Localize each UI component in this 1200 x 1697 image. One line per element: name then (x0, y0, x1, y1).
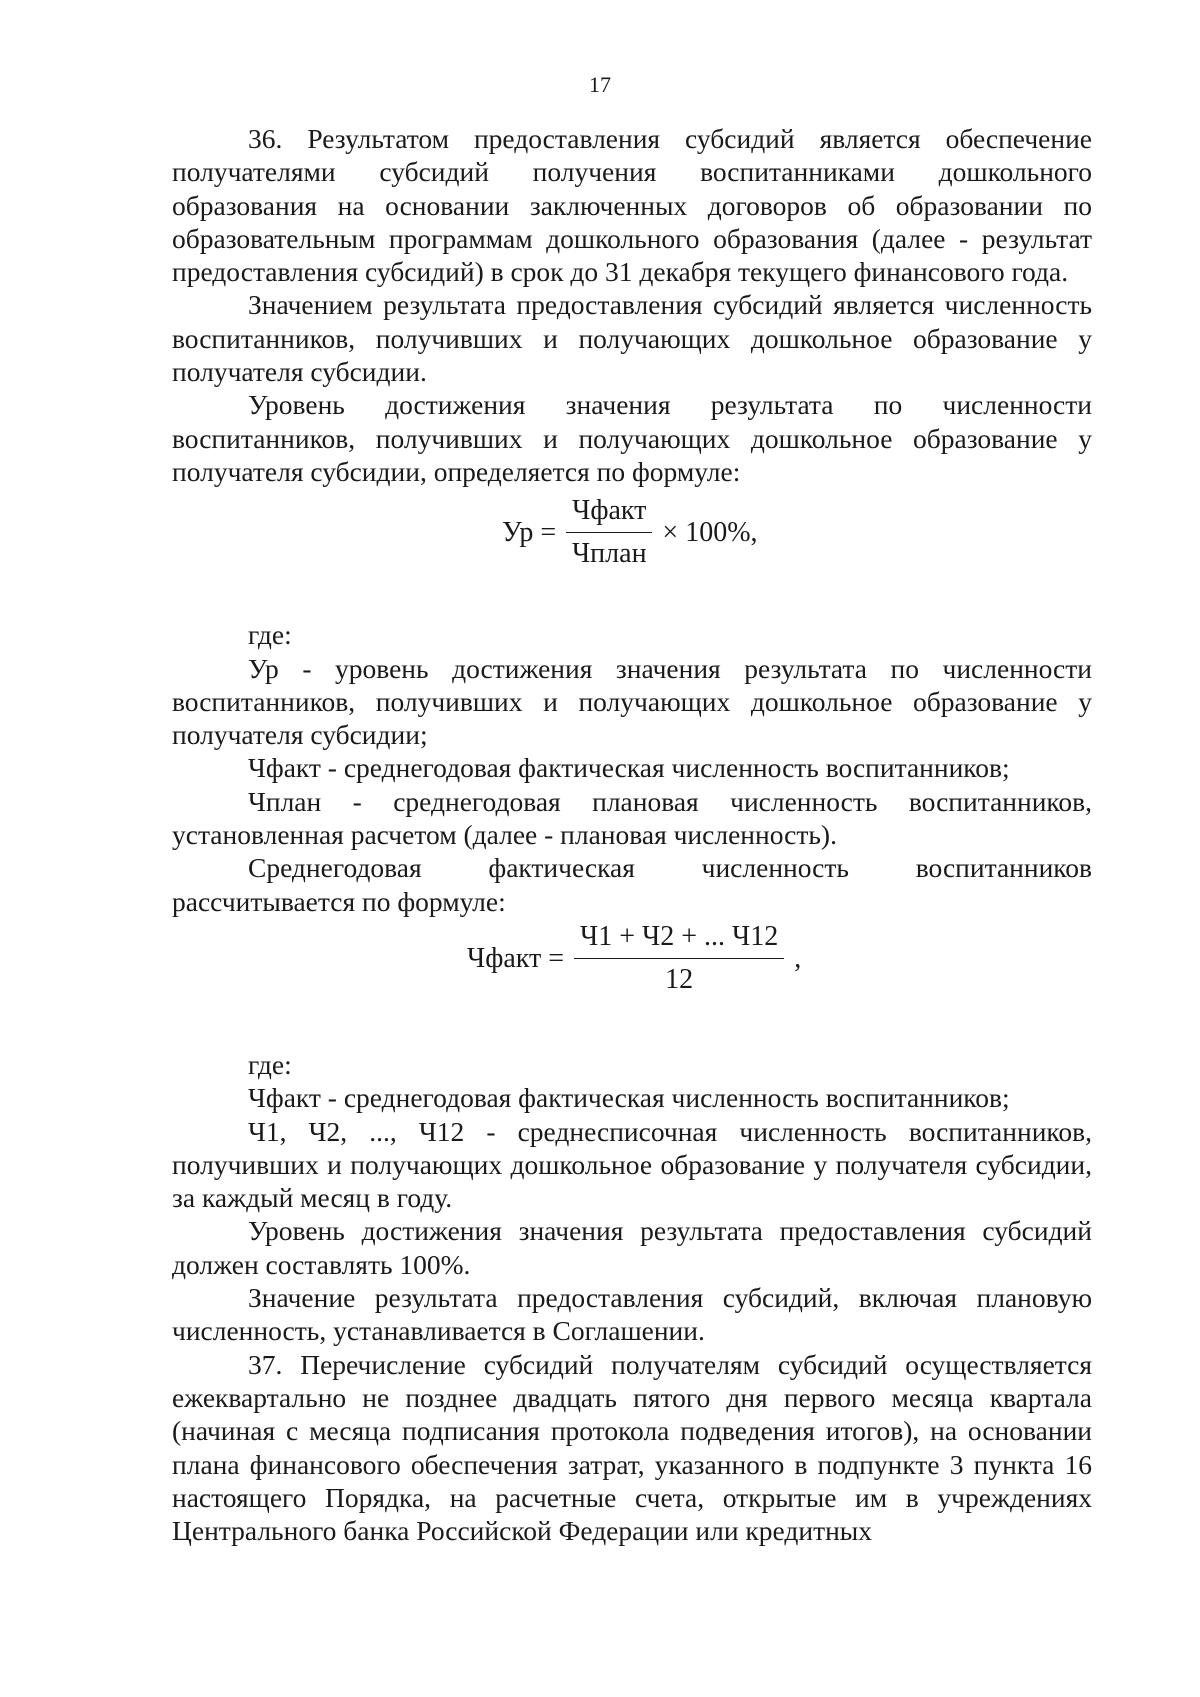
document-body (172, 122, 1092, 1547)
formula-average-denominator: 12 (665, 963, 694, 995)
formula-level (172, 488, 1092, 618)
formula-average-numerator: Ч1 + Ч2 + ... Ч12 (574, 920, 784, 959)
paragraph-def-ur: Ур - уровень достижения значения результата по численности воспитанников, получивших и получающих дошкольное образование у получателя субсидии; (172, 652, 1092, 751)
formula-level-numerator: Чфакт (566, 494, 652, 533)
formula-level-fraction (566, 494, 652, 571)
formula-level-tail: × 100%, (662, 517, 758, 549)
paragraph-def-chplan: Чплан - среднегодовая плановая численность воспитанников, установленная расчетом (далее - плановая численность). (172, 785, 1092, 851)
paragraph-level-intro: Уровень достижения значения результата по численности воспитанников, получивших и получающих дошкольное образование у получателя субсидии, определяется по формуле: (172, 389, 1092, 487)
formula-level-lhs: Ур = (502, 517, 557, 549)
formula-average (172, 918, 1092, 1048)
paragraph-value-result: Значением результата предоставления субсидий является численность воспитанников, получивших и получающих дошкольное образование у получателя субсидии. (172, 289, 1092, 388)
paragraph-def-chfakt-1: Чфакт - среднегодовая фактическая численность воспитанников; (248, 752, 1010, 784)
paragraph-value-agreement: Значение результата предоставления субсидий, включая плановую численность, устанавливается в Соглашении. (172, 1282, 1092, 1347)
formula-average-lhs: Чфакт = (467, 942, 565, 974)
formula-level-denominator: Чплан (571, 538, 647, 570)
formula-average-fraction (574, 920, 784, 997)
paragraph-36: 36. Результатом предоставления субсидий является обеспечение получателями субсидий получения воспитанниками дошкольного образования на основании заключенных договоров об образовании по образовательным программам дошкольного образования (далее - результат предоставления субсидий) в срок до 31 декабря текущего финансового года. (172, 123, 1092, 288)
paragraph-level-required: Уровень достижения значения результата предоставления субсидий должен составлять 100%. (172, 1215, 1092, 1280)
paragraph-where-2: где: (248, 1048, 292, 1080)
page-number: 17 (589, 72, 611, 97)
paragraph-avg-intro: Среднегодовая фактическая численность воспитанников рассчитывается по формуле: (172, 852, 1092, 917)
paragraph-37: 37. Перечисление субсидий получателям субсидий осуществляется ежеквартально не позднее двадцать пятого дня первого месяца квартала (начиная с месяца подписания протокола подведения итогов), на основании плана финансового обеспечения затрат, указанного в подпункте 3 пункта 16 настоящего Порядка, на расчетные счета, открытые им в учреждениях Центрального банка Российской Федерации или кредитных (172, 1348, 1092, 1547)
paragraph-where-1: где: (248, 619, 292, 651)
formula-average-tail: , (794, 942, 802, 974)
paragraph-def-ch-months: Ч1, Ч2, ..., Ч12 - среднесписочная численность воспитанников, получивших и получающих дошкольное образование у получателя субсидии, за каждый месяц в году. (172, 1115, 1092, 1214)
paragraph-def-chfakt-2: Чфакт - среднегодовая фактическая численность воспитанников; (248, 1082, 1010, 1114)
